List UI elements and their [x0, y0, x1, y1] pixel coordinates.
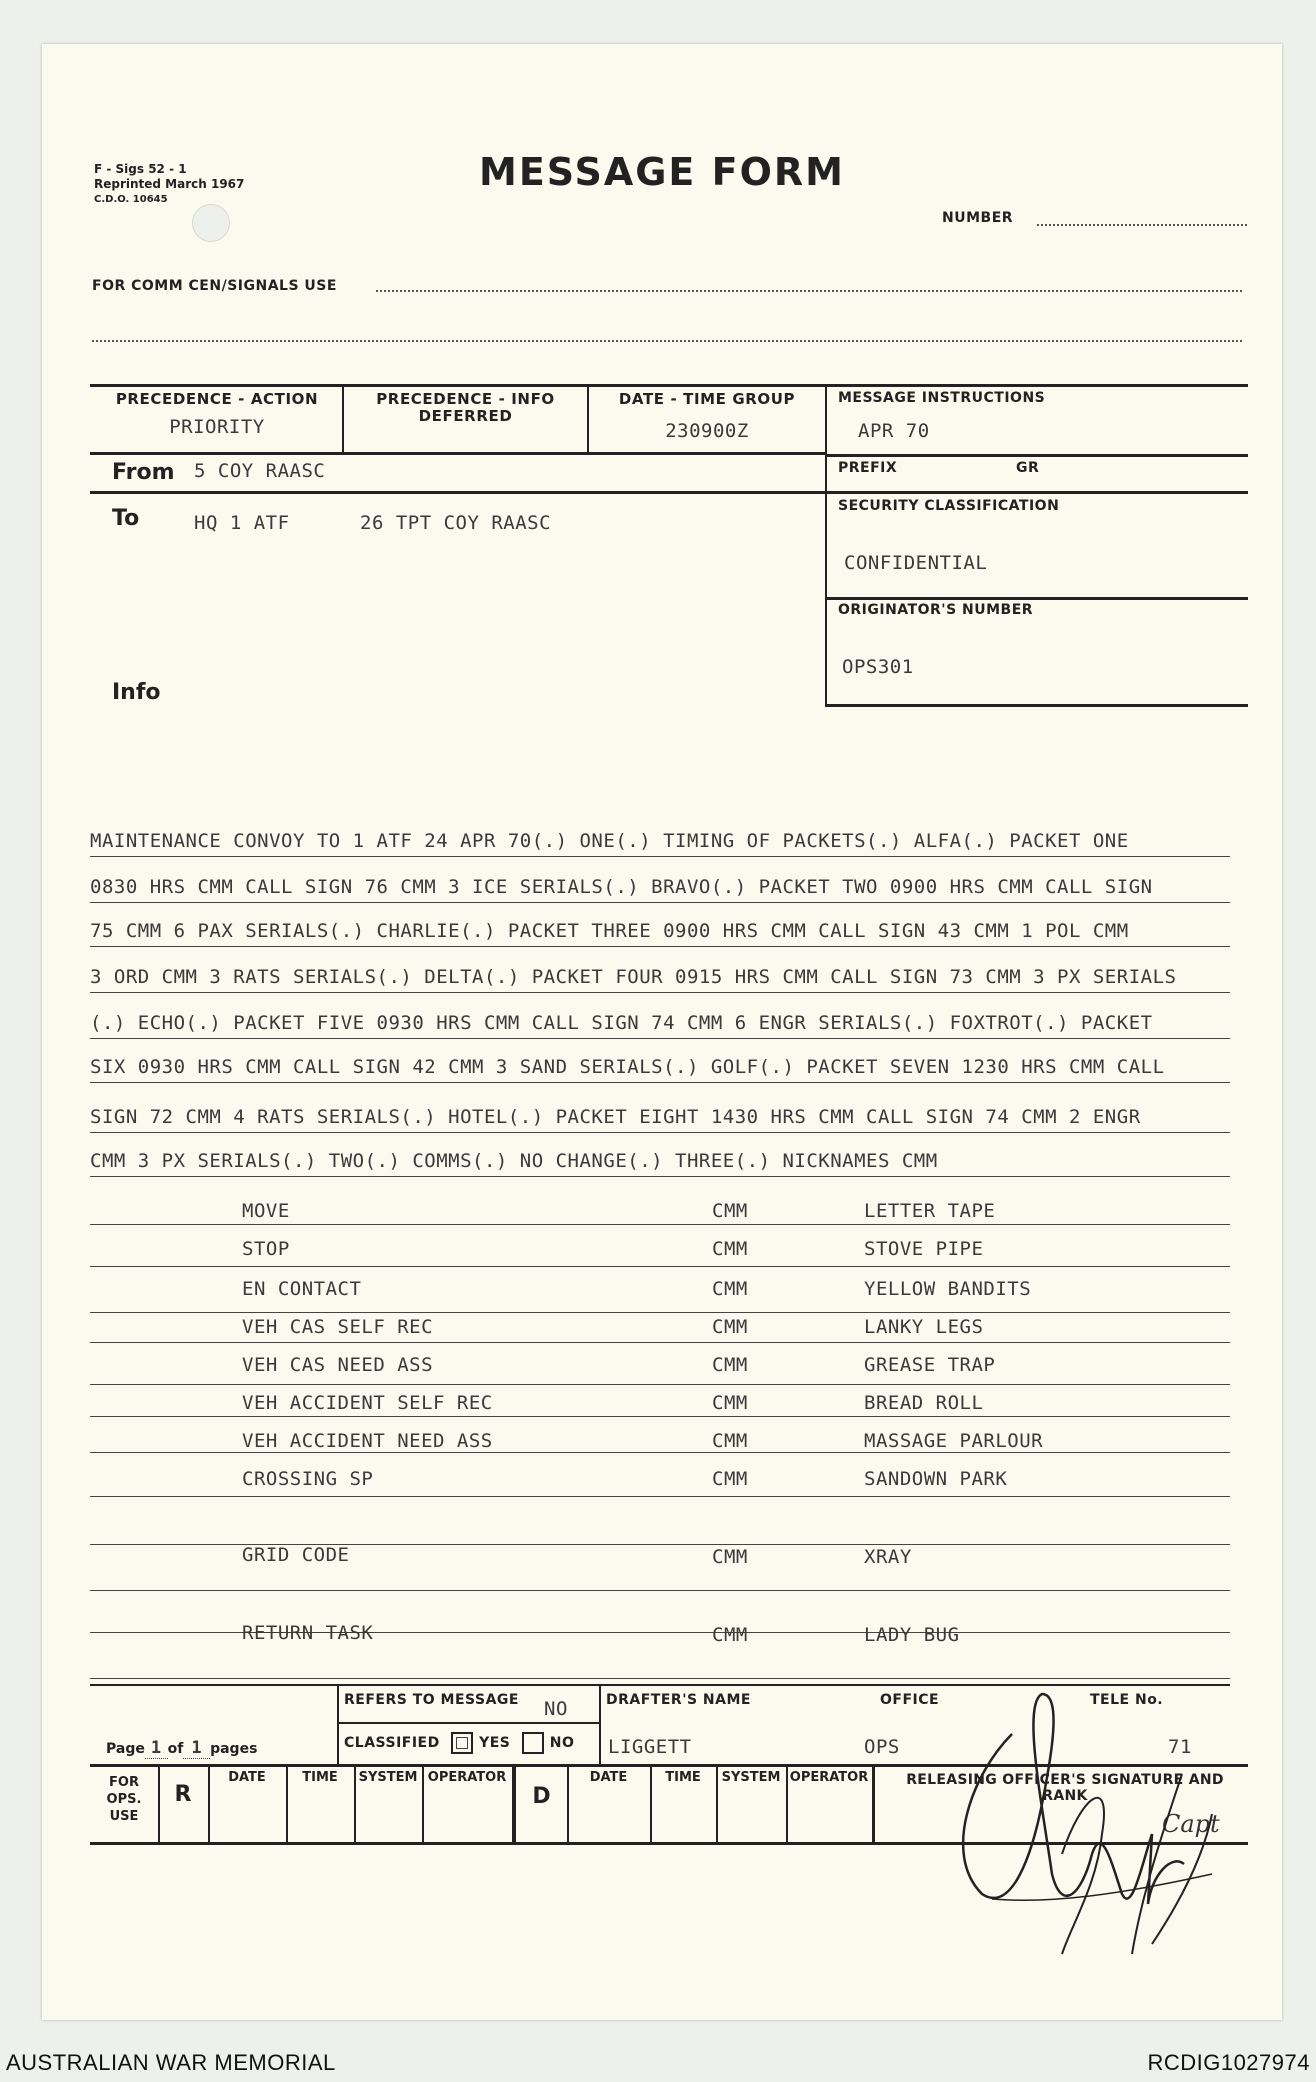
header-rule	[825, 454, 1248, 457]
nickname-separator: CMM	[712, 1238, 748, 1260]
office-value[interactable]: OPS	[864, 1736, 900, 1758]
r-date-label: DATE	[228, 1770, 266, 1785]
nickname-rule	[90, 1452, 1230, 1453]
nickname-rule	[90, 1384, 1230, 1385]
message-rule	[90, 1038, 1230, 1039]
message-form-paper	[42, 44, 1282, 2020]
tele-value[interactable]: 71	[1168, 1736, 1192, 1758]
for-ops-use-line: FOR	[109, 1775, 139, 1790]
header-divider	[825, 384, 827, 704]
message-rule	[90, 902, 1230, 903]
header-rule	[90, 452, 825, 455]
drafter-label: DRAFTER'S NAME	[606, 1692, 751, 1708]
classified-no-checkbox[interactable]	[522, 1732, 544, 1754]
r-label: R	[174, 1782, 192, 1807]
nickname-term: RETURN TASK	[242, 1622, 374, 1644]
for-ops-use-label	[90, 1774, 158, 1825]
comm-cen-label: FOR COMM CEN/SIGNALS USE	[92, 278, 337, 294]
message-rule	[90, 1132, 1230, 1133]
for-ops-use-line: USE	[109, 1809, 139, 1824]
nickname-separator: CMM	[712, 1354, 748, 1376]
d-operator-label: OPERATOR	[789, 1770, 869, 1785]
r-operator-label: OPERATOR	[427, 1770, 507, 1785]
comm-cen-field-line-2[interactable]	[92, 340, 1242, 342]
message-line: 3 ORD CMM 3 RATS SERIALS(.) DELTA(.) PACKET FOUR 0915 HRS CMM CALL SIGN 73 CMM 3 PX SERIALS	[90, 966, 1177, 988]
instructions-label: MESSAGE INSTRUCTIONS	[838, 390, 1046, 406]
classified-yes-checkbox[interactable]	[451, 1732, 473, 1754]
drafter-value[interactable]: LIGGETT	[608, 1736, 692, 1758]
to-value-secondary[interactable]: 26 TPT COY RAASC	[360, 512, 552, 534]
info-label: Info	[112, 680, 161, 705]
nickname-separator: CMM	[712, 1430, 748, 1452]
dtg-label: DATE - TIME GROUP	[618, 390, 796, 408]
instructions-value[interactable]: APR 70	[858, 420, 930, 442]
archive-credit: AUSTRALIAN WAR MEMORIAL	[6, 2050, 336, 2075]
bottom-divider	[599, 1684, 601, 1764]
page-count	[106, 1738, 257, 1758]
precedence-info-label: PRECEDENCE - INFO	[376, 390, 555, 408]
security-value[interactable]: CONFIDENTIAL	[844, 552, 988, 574]
nickname-term: GRID CODE	[242, 1544, 350, 1566]
nickname-rule	[90, 1342, 1230, 1343]
nickname-term: VEH ACCIDENT NEED ASS	[242, 1430, 493, 1452]
number-label: NUMBER	[942, 210, 1014, 226]
from-value[interactable]: 5 COY RAASC	[194, 460, 326, 482]
to-value-primary[interactable]: HQ 1 ATF	[194, 512, 290, 534]
nickname-rule	[90, 1312, 1230, 1313]
prefix-label: PREFIX	[838, 460, 898, 476]
comm-cen-field[interactable]	[376, 290, 1242, 292]
nickname-rule	[90, 1590, 1230, 1591]
classified-text: CLASSIFIED	[344, 1735, 440, 1751]
security-label: SECURITY CLASSIFICATION	[838, 498, 1060, 514]
header-rule	[90, 491, 1248, 494]
message-rule	[90, 1176, 1230, 1177]
classified-no-label: NO	[549, 1735, 575, 1751]
message-line: 0830 HRS CMM CALL SIGN 76 CMM 3 ICE SERIALS(.) BRAVO(.) PACKET TWO 0900 HRS CMM CALL SIGN	[90, 876, 1153, 898]
ops-divider	[872, 1764, 875, 1842]
nickname-separator: CMM	[712, 1624, 748, 1646]
precedence-action-value[interactable]: PRIORITY	[169, 416, 265, 438]
bottom-divider	[337, 1684, 339, 1764]
form-reference-line: F - Sigs 52 - 1	[94, 162, 187, 176]
d-date-label: DATE	[589, 1770, 628, 1785]
refers-value[interactable]: NO	[544, 1698, 568, 1720]
nickname-term: VEH ACCIDENT SELF REC	[242, 1392, 493, 1414]
pages-word: pages	[210, 1741, 258, 1757]
nickname-value: STOVE PIPE	[864, 1238, 984, 1260]
for-ops-use-line: OPS.	[106, 1792, 142, 1807]
nickname-value: GREASE TRAP	[864, 1354, 996, 1376]
form-reference-line: Reprinted March 1967	[94, 177, 245, 191]
form-title: MESSAGE FORM	[479, 150, 845, 194]
header-top-rule	[90, 384, 1248, 387]
nickname-separator: CMM	[712, 1278, 748, 1300]
nickname-separator: CMM	[712, 1392, 748, 1414]
nickname-term: EN CONTACT	[242, 1278, 362, 1300]
precedence-info-sub: DEFERRED	[418, 407, 513, 425]
nickname-value: SANDOWN PARK	[864, 1468, 1008, 1490]
message-rule	[90, 946, 1230, 947]
message-line: SIX 0930 HRS CMM CALL SIGN 42 CMM 3 SAND SERIALS(.) GOLF(.) PACKET SEVEN 1230 HRS CMM CALL	[90, 1056, 1165, 1078]
page-number: 1	[145, 1738, 168, 1759]
nickname-value: LANKY LEGS	[864, 1316, 984, 1338]
punch-hole	[192, 204, 230, 242]
message-rule	[90, 992, 1230, 993]
nickname-rule	[90, 1224, 1230, 1225]
nickname-value: XRAY	[864, 1546, 912, 1568]
gr-label: GR	[1016, 460, 1040, 476]
message-line: (.) ECHO(.) PACKET FIVE 0930 HRS CMM CALL SIGN 74 CMM 6 ENGR SERIALS(.) FOXTROT(.) PACKET	[90, 1012, 1153, 1034]
message-rule	[90, 1082, 1230, 1083]
page-word: Page	[106, 1741, 145, 1757]
originator-label: ORIGINATOR'S NUMBER	[838, 602, 1034, 618]
d-time-label: TIME	[665, 1770, 701, 1785]
nickname-separator: CMM	[712, 1546, 748, 1568]
number-field[interactable]	[1037, 224, 1247, 226]
header-rule	[825, 597, 1248, 600]
header-rule	[825, 704, 1248, 707]
releasing-officer-label: RELEASING OFFICER'S SIGNATURE AND RANK	[906, 1772, 1224, 1804]
message-rule	[90, 856, 1230, 857]
office-label: OFFICE	[880, 1692, 940, 1708]
from-label: From	[112, 460, 175, 485]
nickname-rule	[90, 1266, 1230, 1267]
of-word: of	[167, 1741, 184, 1757]
dtg-value[interactable]: 230900Z	[665, 420, 749, 442]
form-reference-line: C.D.O. 10645	[94, 194, 168, 205]
rank-handwritten: Capt	[1162, 1810, 1220, 1838]
nickname-value: YELLOW BANDITS	[864, 1278, 1032, 1300]
nickname-term: VEH CAS NEED ASS	[242, 1354, 434, 1376]
signature-scribble	[912, 1654, 1252, 1984]
nickname-separator: CMM	[712, 1200, 748, 1222]
r-time-label: TIME	[302, 1770, 338, 1785]
d-label: D	[532, 1784, 551, 1809]
precedence-action-label: PRECEDENCE - ACTION	[115, 390, 319, 408]
nickname-term: VEH CAS SELF REC	[242, 1316, 434, 1338]
nickname-term: MOVE	[242, 1200, 290, 1222]
tele-label: TELE No.	[1090, 1692, 1164, 1708]
nickname-rule	[90, 1416, 1230, 1417]
refers-label: REFERS TO MESSAGE	[344, 1692, 519, 1708]
r-system-label: SYSTEM	[358, 1770, 418, 1785]
message-line: MAINTENANCE CONVOY TO 1 ATF 24 APR 70(.) ONE(.) TIMING OF PACKETS(.) ALFA(.) PACKET ONE	[90, 830, 1129, 852]
nickname-rule	[90, 1496, 1230, 1497]
nickname-value: LETTER TAPE	[864, 1200, 996, 1222]
nickname-value: MASSAGE PARLOUR	[864, 1430, 1044, 1452]
bottom-rule	[337, 1722, 599, 1724]
classified-yes-label: YES	[479, 1735, 511, 1751]
message-line: SIGN 72 CMM 4 RATS SERIALS(.) HOTEL(.) PACKET EIGHT 1430 HRS CMM CALL SIGN 74 CMM 2 ENGR	[90, 1106, 1141, 1128]
page-total: 1	[183, 1738, 210, 1759]
nickname-term: STOP	[242, 1238, 290, 1260]
nickname-separator: CMM	[712, 1468, 748, 1490]
message-line: 75 CMM 6 PAX SERIALS(.) CHARLIE(.) PACKET THREE 0900 HRS CMM CALL SIGN 43 CMM 1 POL CMM	[90, 920, 1129, 942]
nickname-separator: CMM	[712, 1316, 748, 1338]
archive-id: RCDIG1027974	[1147, 2050, 1310, 2075]
to-label: To	[112, 506, 140, 531]
nickname-term: CROSSING SP	[242, 1468, 374, 1490]
originator-value[interactable]: OPS301	[842, 656, 914, 678]
nickname-value: BREAD ROLL	[864, 1392, 984, 1414]
classified-label	[344, 1732, 574, 1754]
message-line: CMM 3 PX SERIALS(.) TWO(.) COMMS(.) NO CHANGE(.) THREE(.) NICKNAMES CMM	[90, 1150, 938, 1172]
nickname-value: LADY BUG	[864, 1624, 960, 1646]
d-system-label: SYSTEM	[721, 1770, 781, 1785]
